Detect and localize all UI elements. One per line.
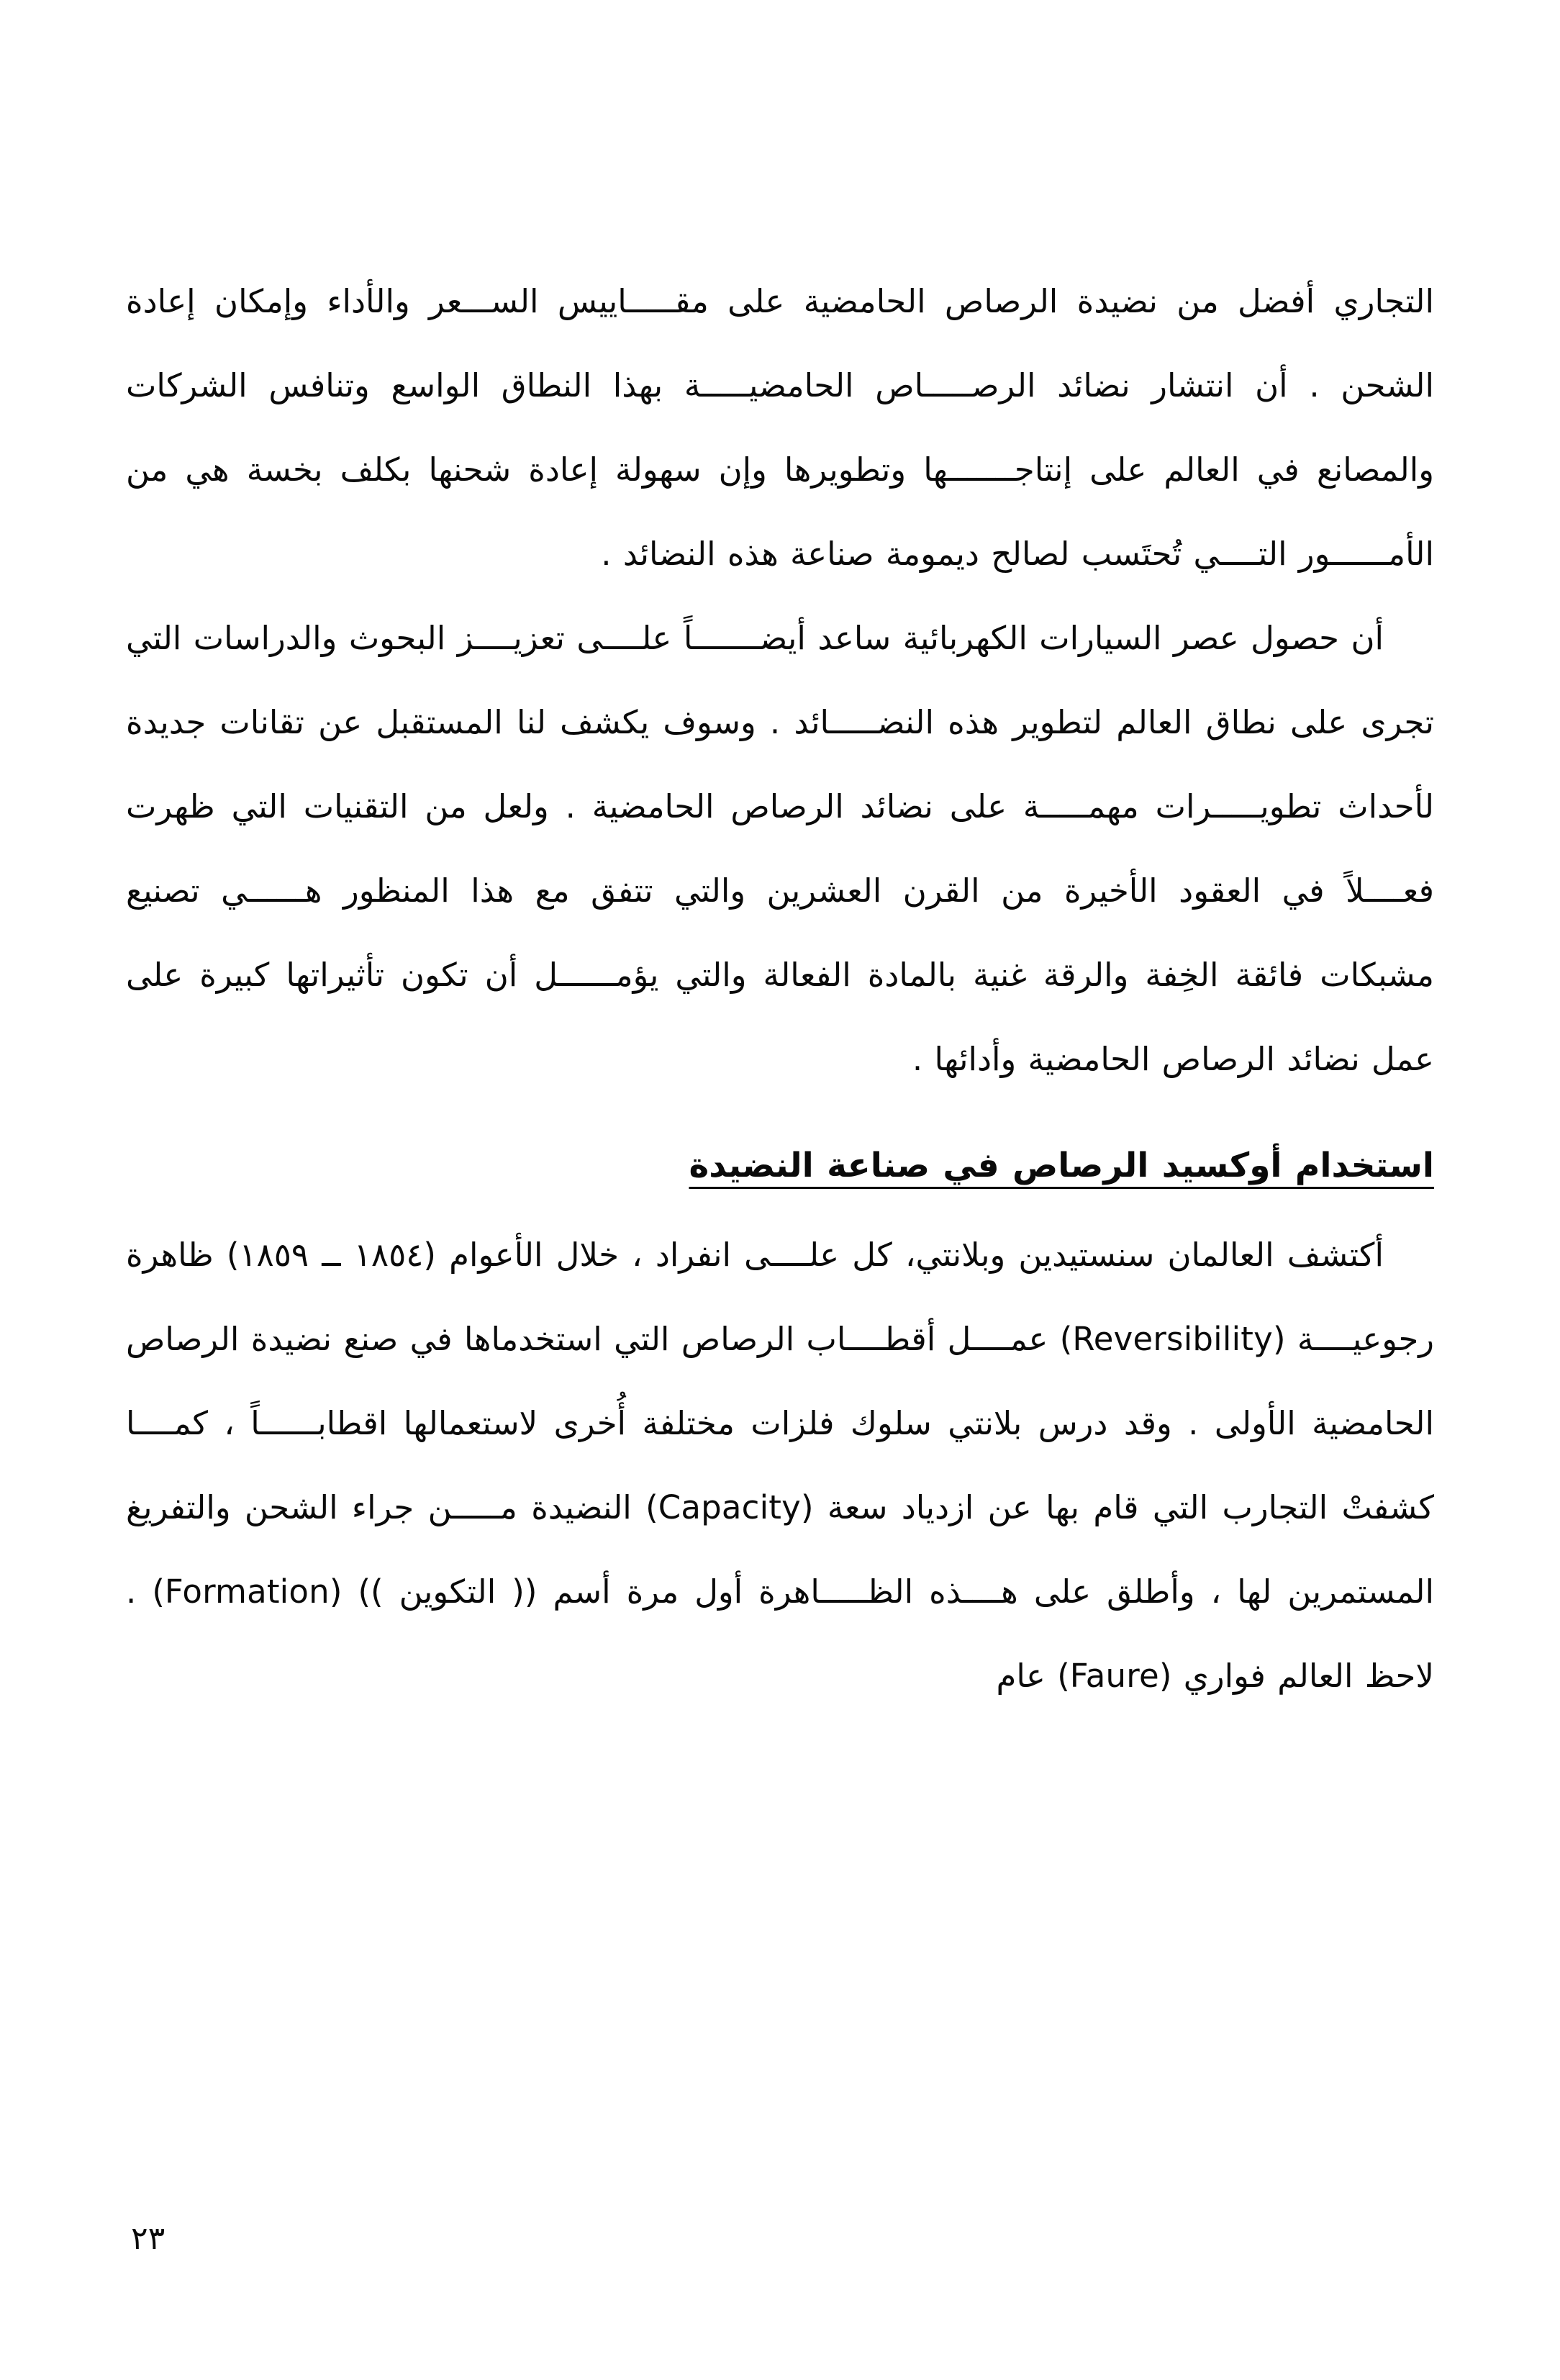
text-block: [126, 259, 1434, 1718]
body-paragraph: التجاري أفضل من نضيدة الرصاص الحامضية على مقـــــاييس الســـعر والأداء وإمكان إعادة الشحن . أن انتشار نضائد الرصـــــاص الحامضيـــــة بهذا النطاق الواسع وتنافس الشركات والمصانع في العالم على إنتاجـــــــها وتطويرها وإن سهولة إعادة شحنها بكلف بخسة هي من الأمــــــور التــــي تُحتَسب لصالح ديمومة صناعة هذه النضائد .: [126, 282, 1434, 573]
section-heading: استخدام أوكسيد الرصاص في صناعة النضيدة: [689, 1146, 1434, 1185]
body-paragraph: أن حصول عصر السيارات الكهربائية ساعد أيضـــــــاً علــــى تعزيــــز البحوث والدراسات التي تجرى على نطاق العالم لتطوير هذه النضـــــائد . وسوف يكشف لنا المستقبل عن تقانات جديدة لأحداث تطويـــــرات مهمـــــة على نضائد الرصاص الحامضية . ولعل من التقنيات التي ظهرت فعــــلاً في العقود الأخيرة من القرن العشرين والتي تتفق مع هذا المنظور هــــــي تصنيع مشبكات فائقة الخِفة والرقة غنية بالمادة الفعالة والتي يؤمــــــل أن تكون تأثيراتها كبيرة على عمل نضائد الرصاص الحامضية وأدائها .: [126, 619, 1434, 1078]
body-paragraph: أكتشف العالمان سنستيدين وبلانتي، كل علــــى انفراد ، خلال الأعوام (١٨٥٤ ــ ١٨٥٩) ظاهرة رجوعيــــة (Reversibility) عمــــل أقطــــاب الرصاص التي استخدماها في صنع نضيدة الرصاص الحامضية الأولى . وقد درس بلانتي سلوك فلزات مختلفة أُخرى لاستعمالها اقطابــــــاً ، كمــــا كشفتْ التجارب التي قام بها عن ازدياد سعة (Capacity) النضيدة مـــــن جراء الشحن والتفريغ المستمرين لها ، وأطلق على هــــذه الظـــــاهرة أول مرة أسم (( التكوين )) (Formation) . لاحظ العالم فواري (Faure) عام: [126, 1236, 1434, 1696]
page-number: ٢٣: [131, 2220, 165, 2257]
